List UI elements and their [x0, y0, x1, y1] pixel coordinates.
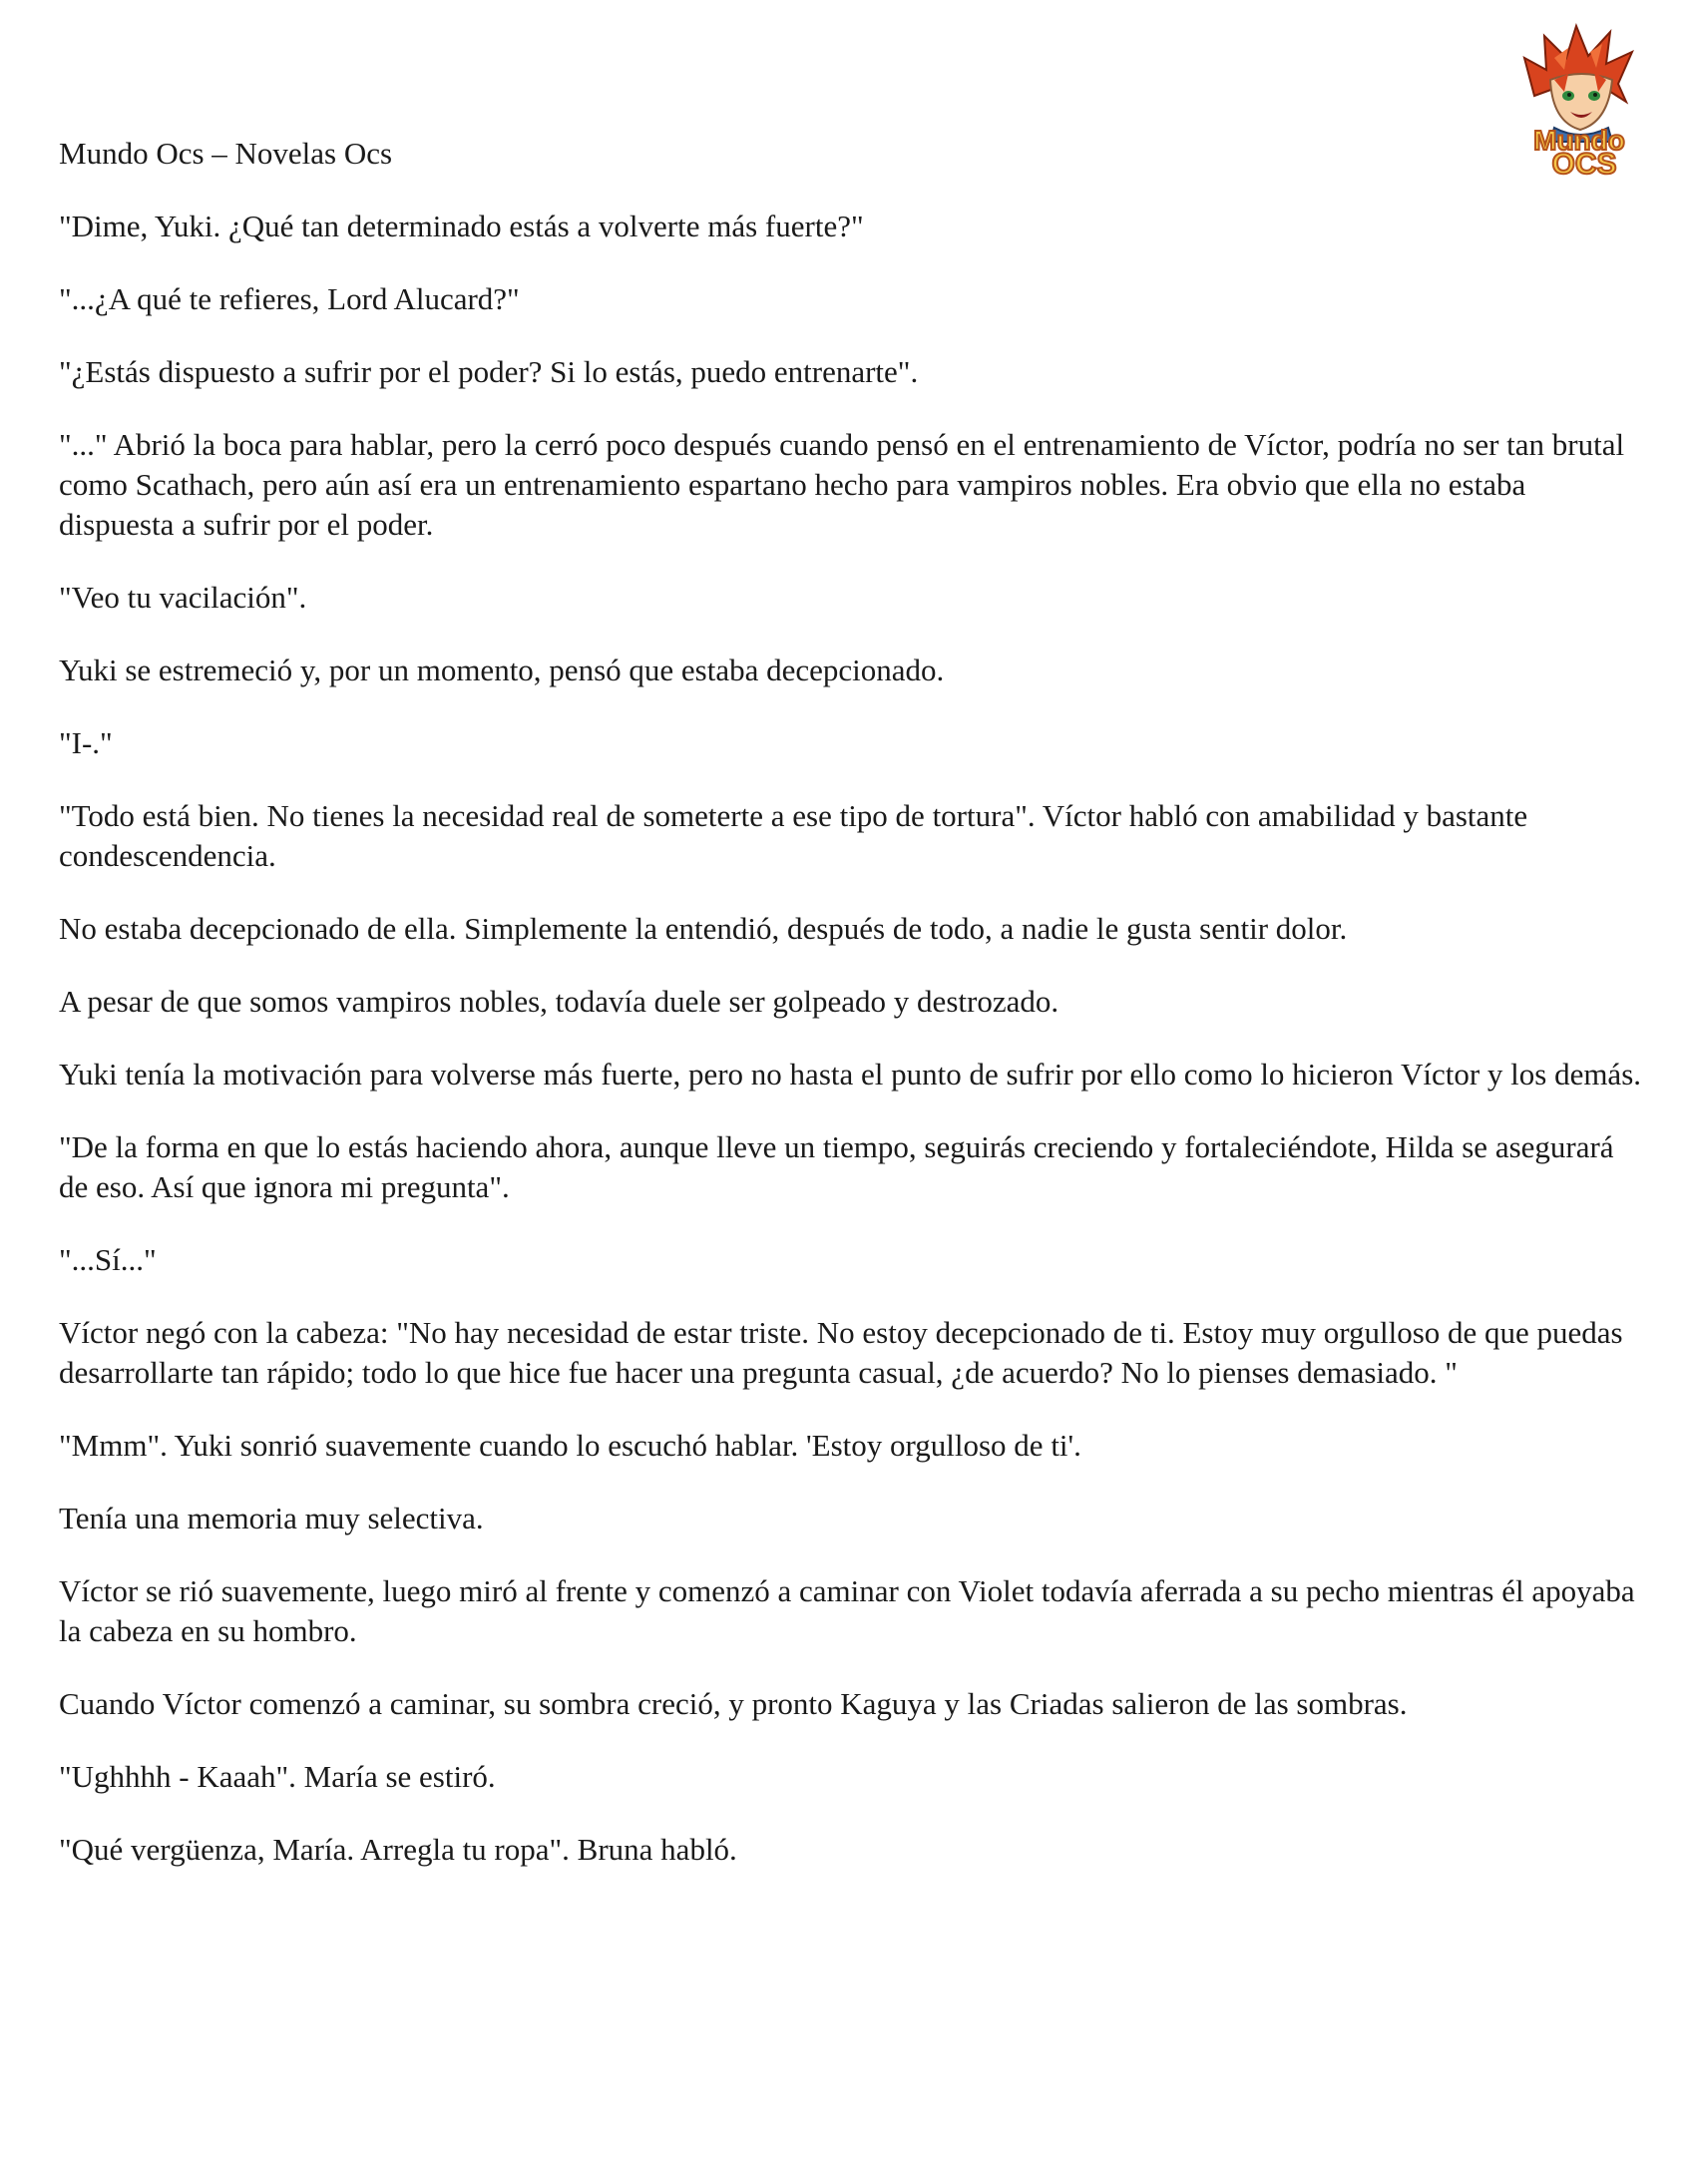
paragraph: "I-." — [59, 725, 113, 760]
paragraph: Tenía una memoria muy selectiva. — [59, 1501, 484, 1535]
paragraph: A pesar de que somos vampiros nobles, todavía duele ser golpeado y destrozado. — [59, 984, 1059, 1019]
svg-text:Mundo: Mundo — [1533, 125, 1625, 156]
document-page — [59, 120, 1645, 1903]
svg-text:OCS: OCS — [1551, 148, 1617, 178]
paragraph: "Todo está bien. No tienes la necesidad real de someterte a ese tipo de tortura". Víctor habló con amabilidad y bastante condescendencia. — [59, 798, 1528, 873]
paragraph: Víctor se rió suavemente, luego miró al frente y comenzó a caminar con Violet todavía aferrada a su pecho mientras él apoyaba la cabeza en su hombro. — [59, 1573, 1635, 1648]
paragraph: Cuando Víctor comenzó a caminar, su sombra creció, y pronto Kaguya y las Criadas salieron de las sombras. — [59, 1686, 1408, 1721]
paragraph: Víctor negó con la cabeza: "No hay necesidad de estar triste. No estoy decepcionado de ti. Estoy muy orgulloso de que puedas desarrollarte tan rápido; todo lo que hice fue hacer una pregunta casual, ¿de acuerdo? No lo pienses demasiado. " — [59, 1315, 1623, 1390]
paragraph: "De la forma en que lo estás haciendo ahora, aunque lleve un tiempo, seguirás creciendo y fortaleciéndote, Hilda se asegurará de eso. Así que ignora mi pregunta". — [59, 1129, 1614, 1204]
paragraph: No estaba decepcionado de ella. Simplemente la entendió, después de todo, a nadie le gusta sentir dolor. — [59, 911, 1348, 946]
paragraph: "Veo tu vacilación". — [59, 580, 307, 615]
paragraph: Yuki tenía la motivación para volverse más fuerte, pero no hasta el punto de sufrir por ello como lo hicieron Víctor y los demás. — [59, 1057, 1642, 1092]
paragraph: "Ughhhh - Kaaah". María se estiró. — [59, 1759, 496, 1794]
document-body — [59, 207, 1645, 1870]
paragraph: "Dime, Yuki. ¿Qué tan determinado estás a volverte más fuerte?" — [59, 209, 864, 243]
paragraph: "..." Abrió la boca para hablar, pero la cerró poco después cuando pensó en el entrenamiento de Víctor, podría no ser tan brutal como Scathach, pero aún así era un entrenamiento espartano hecho para vampiros nobles. Era obvio que ella no estaba dispuesta a sufrir por el poder. — [59, 427, 1625, 542]
paragraph: "...¿A qué te refieres, Lord Alucard?" — [59, 281, 520, 316]
paragraph: "...Sí..." — [59, 1242, 157, 1277]
paragraph: "Qué vergüenza, María. Arregla tu ropa". Bruna habló. — [59, 1832, 737, 1867]
paragraph: "¿Estás dispuesto a sufrir por el poder? Si lo estás, puedo entrenarte". — [59, 354, 919, 389]
paragraph: Yuki se estremeció y, por un momento, pensó que estaba decepcionado. — [59, 653, 945, 687]
document-header: Mundo Ocs – Novelas Ocs — [59, 136, 393, 171]
paragraph: "Mmm". Yuki sonrió suavemente cuando lo escuchó hablar. 'Estoy orgulloso de ti'. — [59, 1428, 1081, 1463]
